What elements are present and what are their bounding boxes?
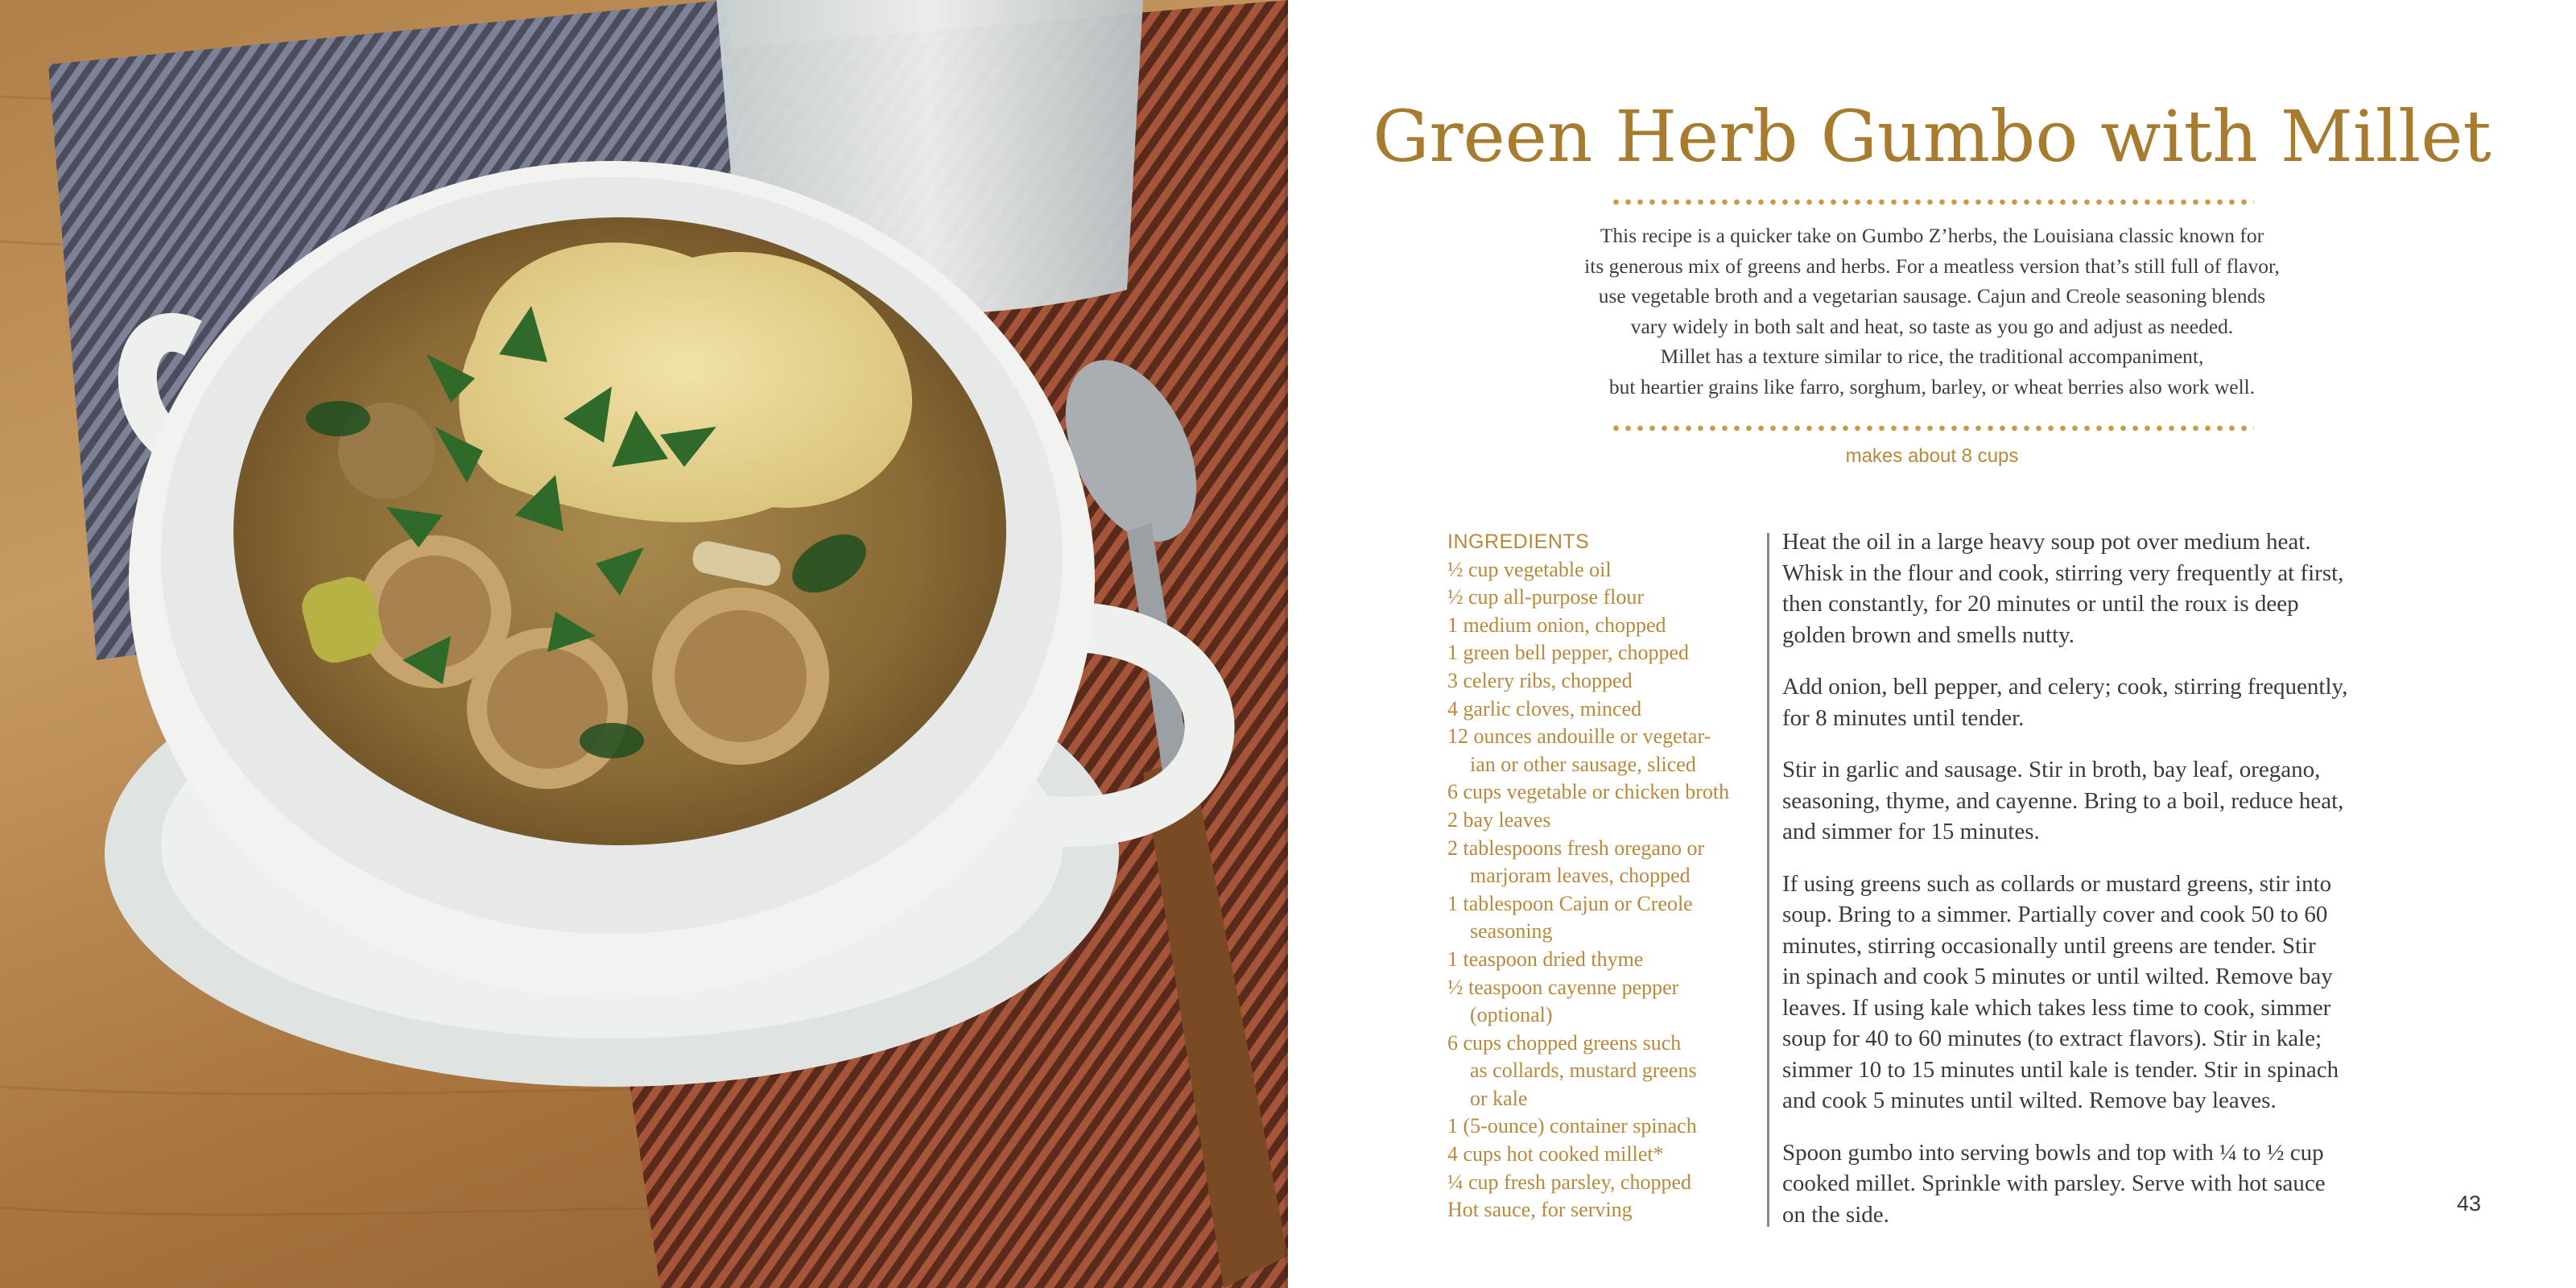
direction-line: soup. Bring to a simmer. Partially cover and cook 50 to 60: [1782, 902, 2328, 927]
ingredient-item-continued: (optional): [1470, 1003, 1553, 1027]
direction-line: Whisk in the flour and cook, stirring very frequently at first,: [1782, 559, 2344, 586]
directions: [1782, 526, 2426, 1251]
direction-line: If using greens such as collards or mustard greens, stir into: [1782, 870, 2332, 897]
dotted-divider-top: [1610, 198, 2254, 206]
ingredient-item: 1 (5-ounce) container spinach: [1447, 1114, 1697, 1138]
direction-line: and simmer for 15 minutes.: [1782, 819, 2040, 844]
direction-line: on the side.: [1782, 1201, 1889, 1228]
ingredient-item: 1 green bell pepper, chopped: [1447, 641, 1690, 665]
direction-line: in spinach and cook 5 minutes or until wilted. Remove bay: [1782, 964, 2333, 989]
direction-step: [1782, 869, 2426, 1117]
direction-line: for 8 minutes until tender.: [1782, 704, 2025, 731]
recipe-intro: [1530, 221, 2334, 402]
recipe-yield: makes about 8 cups: [1845, 445, 2019, 467]
ingredients-list: [1447, 528, 1769, 1224]
direction-step: [1782, 1137, 2426, 1231]
direction-line: Stir in garlic and sausage. Stir in broth, bay leaf, oregano,: [1782, 757, 2321, 782]
direction-line: cooked millet. Sprinkle with parsley. Serve with hot sauce: [1782, 1170, 2326, 1196]
direction-line: Add onion, bell pepper, and celery; cook, stirring frequently,: [1782, 674, 2348, 700]
direction-line: Heat the oil in a large heavy soup pot over medium heat.: [1782, 529, 2311, 555]
intro-line: but heartier grains like farro, sorghum, barley, or wheat berries also work well.: [1608, 374, 2256, 398]
page-number: 43: [2457, 1191, 2482, 1216]
intro-line: vary widely in both salt and heat, so taste as you go and adjust as needed.: [1630, 314, 2234, 338]
ingredient-item: 1 medium onion, chopped: [1447, 613, 1666, 637]
intro-line: use vegetable broth and a vegetarian sausage. Cajun and Creole seasoning blends: [1598, 284, 2266, 308]
direction-line: seasoning, thyme, and cayenne. Bring to a boil, reduce heat,: [1782, 787, 2344, 814]
direction-line: minutes, stirring occasionally until greens are tender. Stir: [1782, 932, 2316, 959]
ingredient-item: 6 cups vegetable or chicken broth: [1447, 780, 1730, 804]
ingredient-item-continued: marjoram leaves, chopped: [1470, 864, 1690, 888]
ingredient-item: 4 garlic cloves, minced: [1447, 696, 1642, 720]
recipe-page: [1288, 0, 2576, 1288]
ingredient-item: 12 ounces andouille or vegetar-: [1447, 724, 1711, 749]
ingredient-item: Hot sauce, for serving: [1447, 1198, 1633, 1222]
direction-line: simmer 10 to 15 minutes until kale is tender. Stir in spinach: [1782, 1056, 2339, 1083]
ingredient-item: 4 cups hot cooked millet*: [1447, 1142, 1664, 1166]
direction-line: soup for 40 to 60 minutes (to extract flavors). Stir in kale;: [1782, 1026, 2322, 1051]
intro-line: its generous mix of greens and herbs. For a meatless version that’s still full of flavor,: [1584, 254, 2280, 278]
ingredient-item: ½ teaspoon cayenne pepper: [1447, 975, 1679, 999]
direction-line: Spoon gumbo into serving bowls and top with ¼ to ½ cup: [1782, 1139, 2324, 1166]
direction-step: [1782, 754, 2426, 848]
ingredient-item: 2 bay leaves: [1447, 807, 1551, 832]
ingredient-item-continued: or kale: [1470, 1086, 1528, 1110]
ingredient-item-continued: ian or other sausage, sliced: [1470, 752, 1696, 776]
direction-line: golden brown and smells nutty.: [1782, 621, 2074, 648]
direction-step: [1782, 526, 2426, 650]
ingredient-item: 3 celery ribs, chopped: [1447, 668, 1633, 692]
ingredient-item: ¼ cup fresh parsley, chopped: [1447, 1170, 1691, 1194]
ingredient-item: 2 tablespoons fresh oregano or: [1447, 836, 1705, 860]
ingredient-item: 1 teaspoon dried thyme: [1447, 947, 1644, 971]
column-divider: [1767, 533, 1769, 1227]
ingredient-item-continued: seasoning: [1470, 919, 1553, 943]
ingredient-item: 1 tablespoon Cajun or Creole: [1447, 891, 1693, 915]
intro-line: This recipe is a quicker take on Gumbo Z’herbs, the Louisiana classic known for: [1600, 224, 2264, 247]
ingredient-item: ½ cup vegetable oil: [1447, 557, 1612, 581]
ingredient-item: ½ cup all-purpose flour: [1447, 585, 1645, 609]
ingredient-item-continued: as collards, mustard greens: [1470, 1059, 1697, 1083]
dotted-divider-bottom: [1610, 424, 2254, 432]
ingredient-item: 6 cups chopped greens such: [1447, 1030, 1682, 1055]
direction-step: [1782, 671, 2426, 733]
direction-line: and cook 5 minutes until wilted. Remove bay leaves.: [1782, 1088, 2277, 1113]
recipe-title: Green Herb Gumbo with Millet: [1373, 95, 2491, 178]
ingredients-heading: INGREDIENTS: [1447, 530, 1590, 553]
intro-line: Millet has a texture similar to rice, the traditional accompaniment,: [1660, 345, 2204, 368]
direction-line: leaves. If using kale which takes less time to cook, simmer: [1782, 994, 2331, 1021]
direction-line: then constantly, for 20 minutes or until the roux is deep: [1782, 591, 2299, 617]
